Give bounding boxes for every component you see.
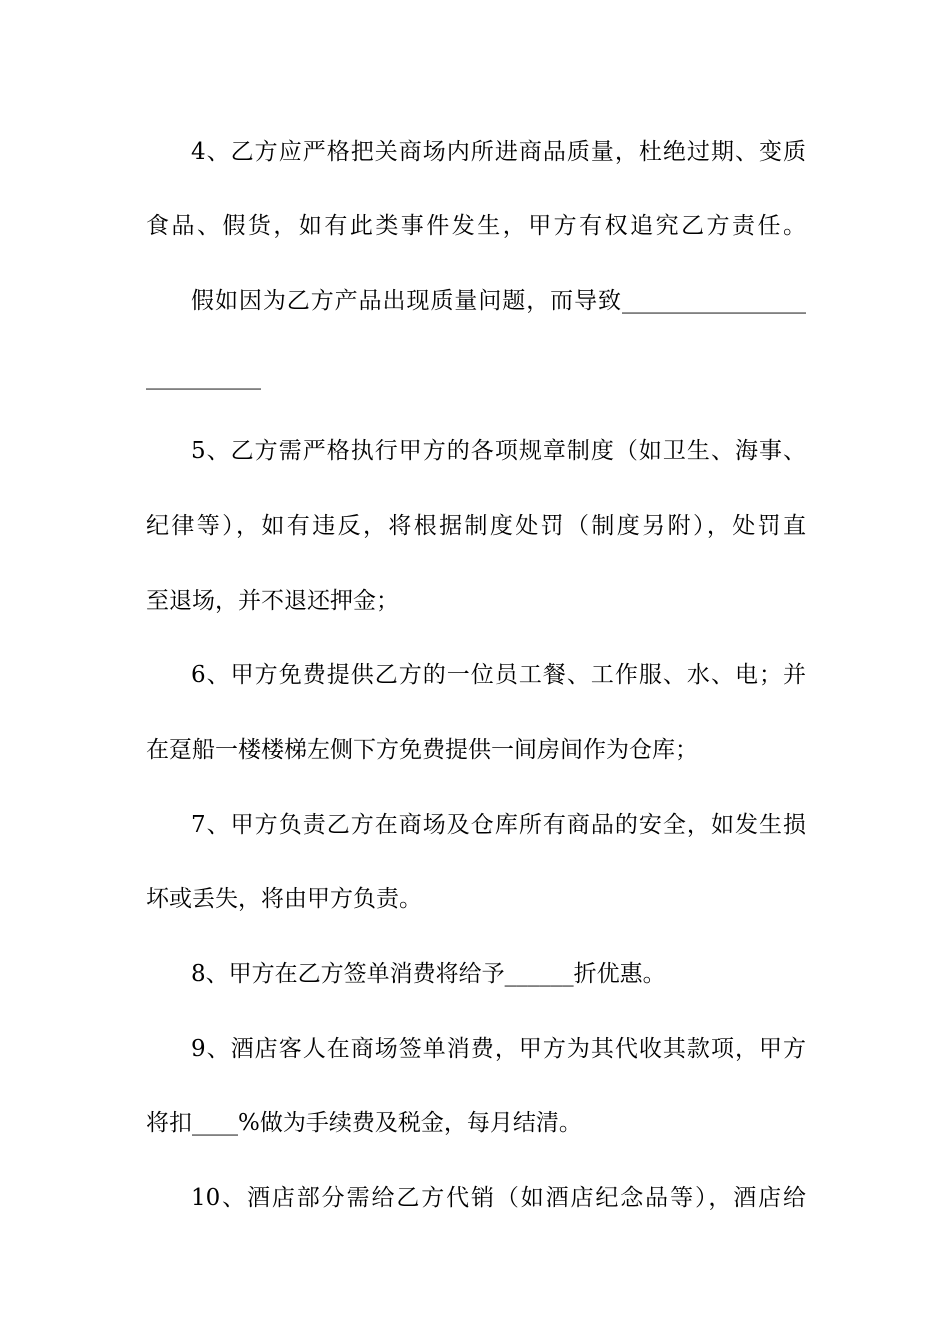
paragraph-5-line-1: 5、乙方需严格执行甲方的各项规章制度（如卫生、海事、 [191,438,806,464]
paragraph-5-line-2: 纪律等），如有违反，将根据制度处罚（制度另附），处罚直 [146,513,806,539]
paragraph-8-line-1: 8、甲方在乙方签单消费将给予______折优惠。 [191,961,666,987]
paragraph-5-line-3: 至退场，并不退还押金； [146,588,399,614]
paragraph-quality-line-2: __________ [146,364,261,390]
paragraph-4-line-1: 4、乙方应严格把关商场内所进商品质量，杜绝过期、变质 [191,139,806,165]
paragraph-9-line-2: 将扣____%做为手续费及税金，每月结清。 [146,1110,582,1136]
paragraph-quality-line-1: 假如因为乙方产品出现质量问题，而导致________________ [191,288,806,314]
paragraph-4-line-2: 食品、假货，如有此类事件发生，甲方有权追究乙方责任。 [146,213,806,239]
paragraph-6-line-1: 6、甲方免费提供乙方的一位员工餐、工作服、水、电；并 [191,662,806,688]
paragraph-7-line-2: 坏或丢失，将由甲方负责。 [146,886,422,912]
paragraph-10-line-1: 10、酒店部分需给乙方代销（如酒店纪念品等），酒店给 [191,1185,806,1211]
paragraph-9-line-1: 9、酒店客人在商场签单消费，甲方为其代收其款项，甲方 [191,1036,806,1062]
paragraph-6-line-2: 在趸船一楼楼梯左侧下方免费提供一间房间作为仓库； [146,737,698,763]
paragraph-7-line-1: 7、甲方负责乙方在商场及仓库所有商品的安全，如发生损 [191,812,806,838]
